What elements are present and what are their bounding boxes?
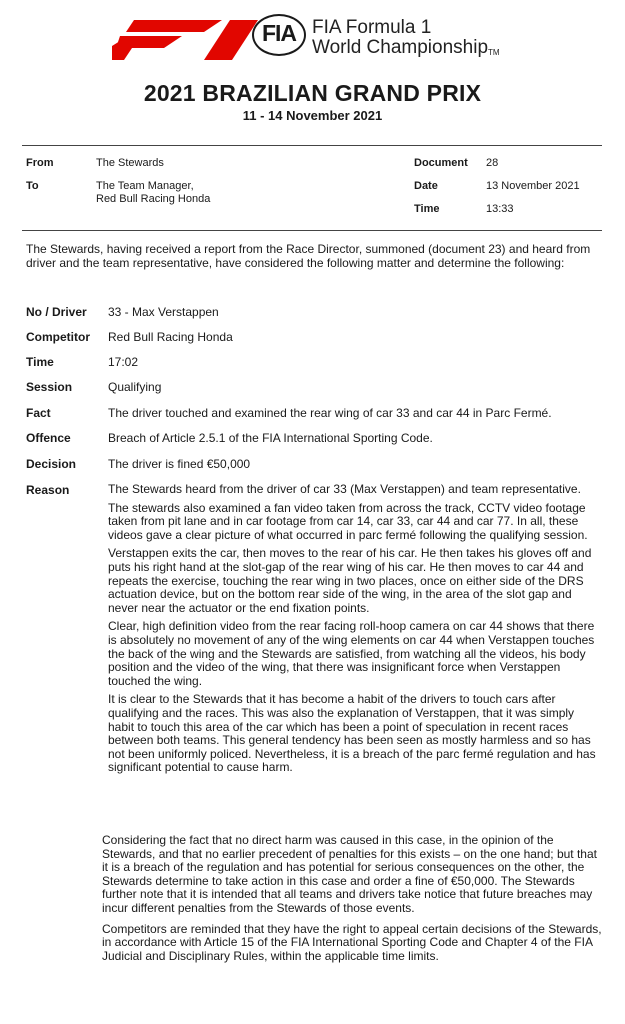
conclusion-text	[102, 834, 602, 970]
reason-paragraph: Verstappen exits the car, then moves to the rear of his car. He then takes his gloves off and puts his right hand at the slot-gap of the rear wing of his car. He then moves to car 44 and repeats the exercise, touching the rear wing in two places, once on either side of the DRS actuation device, but on the bottom rear side of the wing, in the area of the slot gap and never near the actuator or the end fixation points.	[108, 546, 592, 615]
event-dates: 11 - 14 November 2021	[242, 108, 383, 123]
detail-label-competitor: Competitor	[26, 330, 90, 344]
detail-label-decision: Decision	[26, 457, 77, 471]
divider-bottom	[22, 230, 602, 231]
detail-value-fact: The driver touched and examined the rear wing of car 33 and car 44 in Parc Fermé.	[108, 406, 552, 420]
intro-paragraph: The Stewards, having received a report from the Race Director, summoned (document 23) and heard from driver and the team representative, have considered the following matter and determine the following:	[26, 242, 591, 270]
championship-title-line1: FIA Formula 1	[312, 17, 432, 38]
header-logo	[112, 14, 532, 62]
date-value: 13 November 2021	[486, 180, 580, 192]
fia-badge	[252, 14, 308, 56]
page-title: 2021 BRAZILIAN GRAND PRIX	[143, 80, 482, 106]
date-label: Date	[414, 180, 438, 192]
conclusion-paragraph: Considering the fact that no direct harm was caused in this case, in the opinion of the Stewards, and that no earlier precedent of penalties for this exists – on the one hand; but that it is a breach of the regulation and has potential for serious consequences on the other, the Stewards determine to take action in this case and order a fine of €50,000. The Stewards further note that it is intended that all teams and drivers take notice that future breaches may incur different penalties from the Stewards of those events.	[102, 833, 597, 915]
detail-label-session: Session	[26, 380, 73, 394]
reason-paragraph: The Stewards heard from the driver of car 33 (Max Verstappen) and team representative.	[108, 482, 581, 496]
document-label: Document	[414, 157, 468, 169]
detail-label-fact: Fact	[26, 406, 51, 420]
detail-value-competitor: Red Bull Racing Honda	[108, 330, 233, 344]
reason-paragraph: Clear, high definition video from the rear facing roll-hoop camera on car 44 shows that there is absolutely no movement of any of the wing elements on car 44 when Verstappen touches the back of the wing and the Stewards are satisfied, from watching all the videos, his body position and the video of the wing, that there was insignificant force when Verstappen touched the wing.	[108, 619, 595, 688]
detail-value-driver: 33 - Max Verstappen	[108, 305, 219, 319]
reason-paragraph: The stewards also examined a fan video taken from across the track, CCTV video footage taken from pit lane and in car footage from car 14, car 33, car 44 and car 77. In all, these videos gave a clear picture of what occurred in parc fermé following the qualifying session.	[108, 500, 588, 542]
time-value: 13:33	[486, 203, 514, 215]
detail-label-offence: Offence	[26, 431, 71, 445]
conclusion-paragraph: Competitors are reminded that they have the right to appeal certain decisions of the Stewards, in accordance with Article 15 of the FIA International Sporting Code and Chapter 4 of the FIA Judicial and Disciplinary Rules, within the applicable time limits.	[102, 921, 602, 963]
reason-paragraph: It is clear to the Stewards that it has become a habit of the drivers to touch cars after qualifying and the races. This was also the explanation of Verstappen, that it was simply habit to touch this area of the car which has been a point of speculation in recent races between both teams. This general tendency has been seen as mostly harmless and so has not been uniformly policed. Nevertheless, it is a breach of the parc fermé regulation and has significant potential to cause harm.	[108, 692, 596, 775]
detail-value-session: Qualifying	[108, 380, 162, 394]
trademark: TM	[488, 48, 500, 57]
from-label: From	[26, 157, 54, 169]
reason-text	[108, 483, 602, 780]
to-value-line2: Red Bull Racing Honda	[96, 193, 211, 205]
detail-label-driver: No / Driver	[26, 305, 87, 319]
to-label: To	[26, 180, 39, 192]
detail-value-decision: The driver is fined €50,000	[108, 457, 251, 471]
detail-value-time: 17:02	[108, 355, 139, 369]
championship-title-line2: World Championship™	[312, 37, 500, 58]
detail-value-offence: Breach of Article 2.5.1 of the FIA International Sporting Code.	[108, 431, 433, 445]
time-label: Time	[414, 203, 440, 215]
to-value-line1: The Team Manager,	[96, 180, 194, 192]
document-value: 28	[486, 157, 499, 169]
from-value: The Stewards	[96, 157, 164, 169]
detail-label-reason: Reason	[26, 483, 70, 497]
detail-label-time: Time	[26, 355, 54, 369]
divider-top	[22, 145, 602, 146]
f1-logo-icon	[112, 20, 262, 60]
fia-badge-text: FIA	[261, 20, 297, 46]
